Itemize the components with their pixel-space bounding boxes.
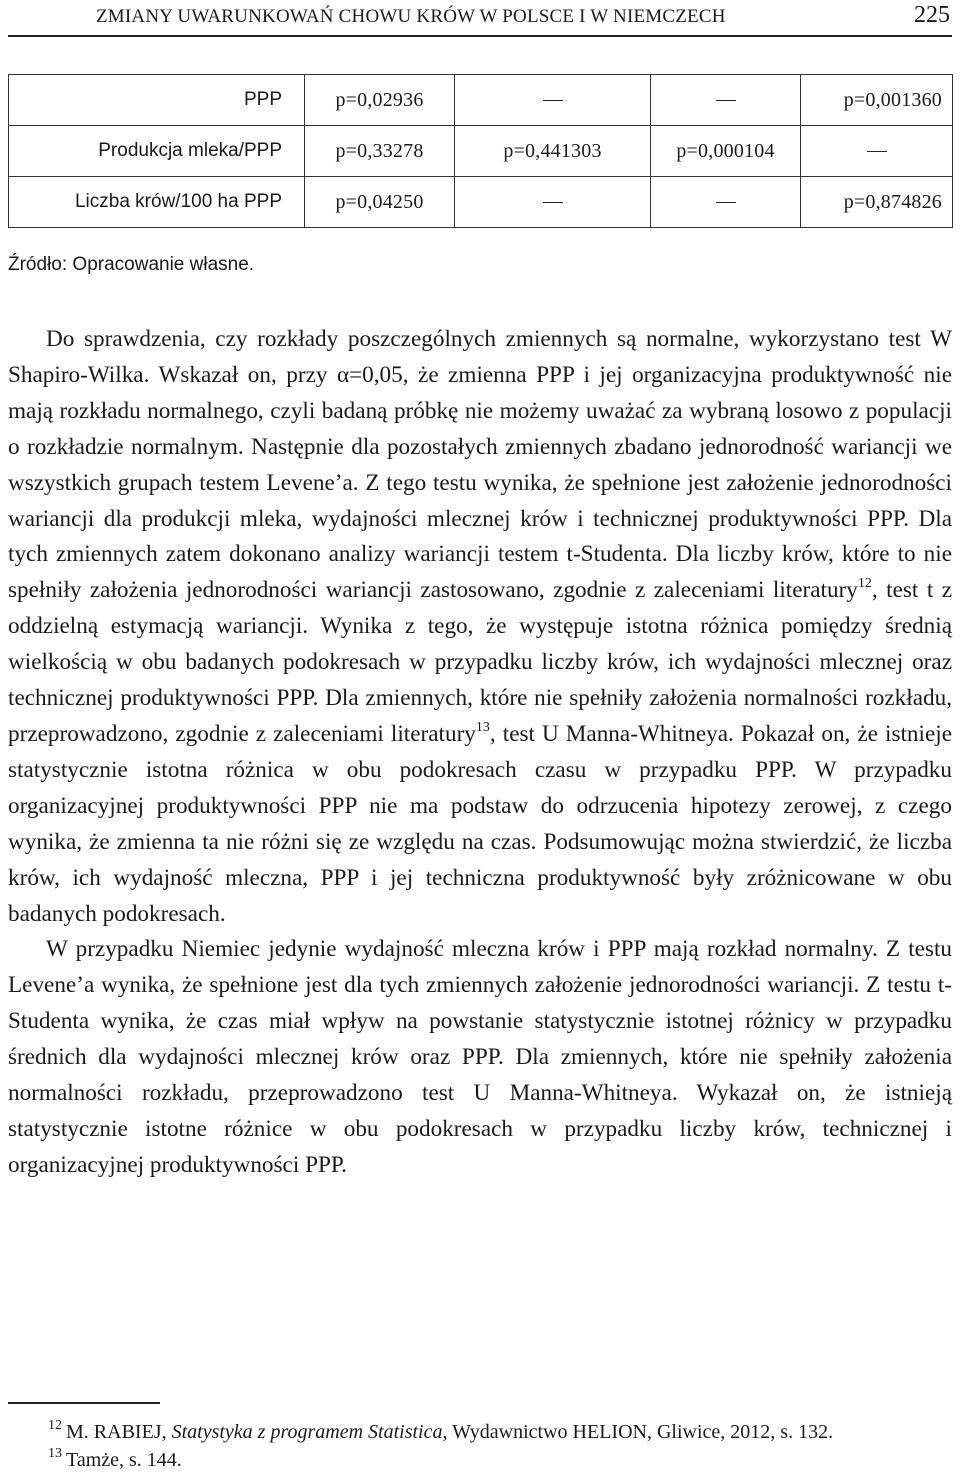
row-label: Liczba krów/100 ha PPP — [9, 177, 305, 228]
table-cell: p=0,000104 — [651, 126, 801, 177]
page-header — [0, 0, 960, 36]
table-cell: p=0,04250 — [305, 177, 455, 228]
row-label: PPP — [9, 75, 305, 126]
table-cell-dash — [455, 75, 651, 126]
paragraph — [8, 322, 952, 932]
table-cell: p=0,441303 — [455, 126, 651, 177]
footnote-rule — [8, 1402, 160, 1404]
dash-mark — [543, 202, 563, 204]
footnote-author-initial: M. R — [66, 1421, 108, 1443]
table-cell: p=0,02936 — [305, 75, 455, 126]
header-rule — [8, 35, 952, 37]
footnote-ref: 12 — [857, 576, 872, 592]
footnote-text: Tamże, s. 144. — [66, 1449, 182, 1471]
table-row — [9, 75, 953, 126]
paragraph-text: , test U Manna-Whitneya. Pokazał on, że istnieje statystycznie istotna różnica w obu podokresach czasu w przypadku PPP. W przypadku organizacyjnej produktywności PPP nie ma podstaw do odrzucenia hipotezy zerowej, z czego wynika, że zmienna ta nie różni się ze względu na czas. Podsumowując można stwierdzić, że liczba krów, ich wydajność mleczna, PPP i jej techniczna produktywność były zróżnicowane w obu badanych podokresach. — [8, 720, 952, 927]
dash-mark — [543, 100, 563, 102]
dash-mark — [716, 202, 736, 204]
table-cell: p=0,874826 — [801, 177, 953, 228]
footnotes — [8, 1418, 952, 1474]
dash-mark — [867, 151, 887, 153]
results-table — [8, 74, 953, 228]
paragraph-text: , test t z oddzielną estymacją wariancji. Wynika z tego, że występuje istotna różnica pomiędzy średnią wielkością w obu badanych podokresach w przypadku liczby krów, ich wydajności mlecznej oraz technicznej produktywności PPP. Dla zmiennych, które nie spełniły założenia normalności rozkładu, przeprowadzono, zgodnie z zaleceniami literatury — [8, 577, 953, 747]
table-source-note: Źródło: Opracowanie własne. — [8, 254, 255, 275]
footnote — [8, 1446, 952, 1474]
table-cell: p=0,33278 — [305, 126, 455, 177]
page-number: 225 — [914, 2, 950, 28]
table-row — [9, 177, 953, 228]
table-cell-dash — [651, 177, 801, 228]
body-text — [8, 322, 952, 1184]
paragraph-text: Do sprawdzenia, czy rozkłady poszczególnych zmiennych są normalne, wykorzystano test W Shapiro-Wilka. Wskazał on, przy α=0,05, że zmienna PPP i jej organizacyjna produktywność nie mają rozkładu normalnego, czyli badaną próbkę nie możemy uważać za wybraną losowo z populacji o rozkładzie normalnym. Następnie dla pozostałych zmiennych zbadano jednorodność wariancji we wszystkich grupach testem Levene’a. Z tego testu wynika, że spełnione jest założenie jednorodności wariancji dla produkcji mleka, wydajności mlecznej krów i technicznej produktywności PPP. Dla tych zmiennych zatem dokonano analizy wariancji testem t-Studenta. Dla liczby krów, które to nie spełniły założenia jednorodności wariancji zastosowano, zgodnie z zaleceniami literatury — [8, 326, 952, 604]
footnote-ref: 13 — [475, 719, 490, 735]
row-label: Produkcja mleka/PPP — [9, 126, 305, 177]
footnote — [8, 1418, 952, 1446]
footnote-author-rest: ABIEJ — [107, 1421, 162, 1443]
running-head: ZMIANY UWARUNKOWAŃ CHOWU KRÓW W POLSCE I W NIEMCZECH — [96, 6, 726, 27]
table-row — [9, 126, 953, 177]
paragraph: W przypadku Niemiec jedynie wydajność mleczna krów i PPP mają rozkład normalny. Z testu Levene’a wynika, że spełnione jest dla tych zmiennych założenie jednorodności wariancji. Z testu t-Studenta wynika, że czas miał wpływ na powstanie statystycznie istotnej różnicy w przypadku średnich dla wydajności mlecznej krów oraz PPP. Dla zmiennych, które nie spełniły założenia normalności rozkładu, przeprowadzono test U Manna-Whitneya. Wykazał on, że istnieją statystycznie istotne różnice w obu podokresach w przypadku liczby krów, technicznej i organizacyjnej produktywności PPP. — [8, 936, 952, 1178]
footnote-mark: 13 — [48, 1446, 62, 1461]
footnote-body: M. RABIEJ, Statystyka z programem Statistica, Wydawnictwo HELION, Gliwice, 2012, s. 132. — [66, 1421, 834, 1443]
table-cell-dash — [455, 177, 651, 228]
footnote-mark: 12 — [48, 1418, 62, 1433]
dash-mark — [716, 100, 736, 102]
table-cell-dash — [651, 75, 801, 126]
footnote-title: Statystyka z programem Statistica — [171, 1421, 443, 1443]
table-cell-dash — [801, 126, 953, 177]
table-cell: p=0,001360 — [801, 75, 953, 126]
footnote-rest: , Wydawnictwo HELION, Gliwice, 2012, s. 132. — [442, 1421, 834, 1443]
